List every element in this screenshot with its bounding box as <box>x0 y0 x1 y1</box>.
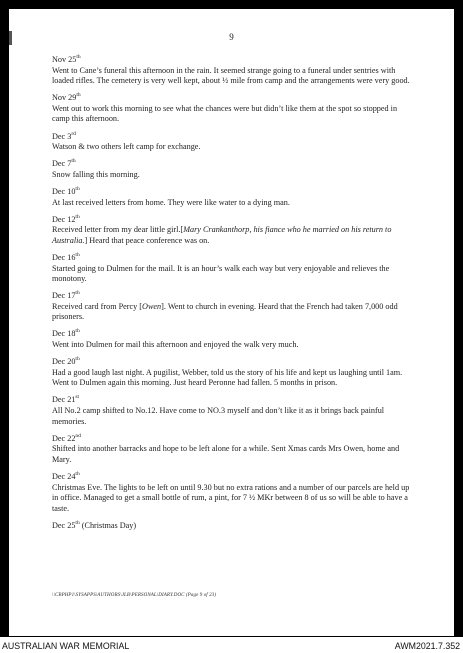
entry-date <box>52 291 414 302</box>
diary-entry <box>52 93 414 125</box>
entry-day: 7 <box>67 159 72 169</box>
entry-text-segment: All No.2 camp shifted to No.12. Have come to NO.3 myself and don’t like it as it brings back painful memories. <box>52 406 385 426</box>
entry-text-segment: ] Heard that peace conference was on. <box>84 235 210 245</box>
entry-day-suffix: th <box>76 92 81 99</box>
entry-date-note: (Christmas Day) <box>79 520 137 530</box>
entry-text <box>52 104 414 125</box>
entry-month: Dec <box>52 433 66 443</box>
diary-entry <box>52 132 414 153</box>
entry-text-segment: Shifted into another barracks and hope to be left alone for a while. Sent Xmas cards Mrs Owen, home and Mary. <box>52 444 400 464</box>
entry-day: 10 <box>67 186 76 196</box>
diary-entry <box>52 357 414 389</box>
entry-day-suffix: th <box>76 54 81 60</box>
entry-text-segment: Started going to Dulmen for the mail. It is an hour’s walk each way but very enjoyable and relieves the monotony. <box>52 263 390 284</box>
diary-page <box>9 9 454 636</box>
entry-day-suffix: th <box>75 185 80 192</box>
entry-day-suffix: th <box>75 290 80 297</box>
entry-text-segment: Received letter from my dear little girl.[ <box>52 225 184 235</box>
document-file-path: \\CBPHP1\SYSAPPS\AUTHORS\JLB\PERSONAL\DIARY.DOC (Page 9 of 23) <box>52 593 217 598</box>
entry-text-segment: ]. Went to church in evening. Heard that the French had taken 7,000 odd prisoners. <box>52 301 398 322</box>
entry-day-suffix: th <box>75 251 80 258</box>
diary-entry <box>52 253 414 285</box>
diary-entry <box>52 55 414 87</box>
entry-day: 29 <box>68 93 77 103</box>
entry-month: Dec <box>52 395 66 405</box>
entry-day: 12 <box>67 214 76 224</box>
diary-entry <box>52 395 414 427</box>
entry-month: Nov <box>52 55 67 64</box>
entry-text <box>52 483 414 515</box>
entry-text <box>52 406 414 427</box>
entry-text-segment: Snow falling this morning. <box>52 169 140 179</box>
entry-date <box>52 357 414 368</box>
entry-month: Dec <box>52 357 66 367</box>
entry-month: Nov <box>52 93 67 103</box>
archive-caption-bar <box>0 637 463 653</box>
entry-day-suffix: rd <box>71 130 76 137</box>
entry-day: 16 <box>67 252 76 262</box>
entry-text <box>52 66 414 87</box>
entry-text-segment: Received card from Percy [ <box>52 301 143 311</box>
editorial-note: Owen <box>142 301 162 311</box>
entry-date <box>52 434 414 445</box>
entry-month: Dec <box>52 291 66 301</box>
editorial-note: Mary Crankanthorp, his fiance who he married on his return to Australia. <box>52 225 392 245</box>
entry-day-suffix: th <box>75 356 80 363</box>
entry-date <box>52 395 414 406</box>
entry-day-suffix: th <box>75 519 80 526</box>
diary-entry <box>52 291 414 323</box>
entry-text <box>52 225 414 246</box>
entry-text <box>52 302 414 323</box>
entry-text <box>52 142 414 153</box>
entry-text-segment: At last received letters from home. They were like water to a dying man. <box>52 197 290 207</box>
diary-entries <box>52 55 414 538</box>
page-number: 9 <box>229 32 234 42</box>
entry-text-segment: Went out to work this morning to see what the chances were but didn’t like them at the spot so stopped in camp this afternoon. <box>52 103 398 124</box>
entry-text-segment: Went to Cane’s funeral this afternoon in the rain. It seemed strange going to a funeral under sentries with loaded rifles. The cemetery is very well kept, about ½ mile from camp and the arrangements were very good. <box>52 65 410 86</box>
entry-date <box>52 159 414 170</box>
entry-text <box>52 170 414 181</box>
entry-date <box>52 215 414 226</box>
entry-day-suffix: th <box>75 213 80 220</box>
entry-month: Dec <box>52 520 66 530</box>
entry-text-segment: Had a good laugh last night. A pugilist, Webber, told us the story of his life and kept us laughing until 1am. Went to Dulmen again this morning. Just heard Peronne had fallen. 5 months in prison. <box>52 367 403 388</box>
entry-date <box>52 132 414 143</box>
entry-month: Dec <box>52 159 66 169</box>
entry-month: Dec <box>52 186 66 196</box>
entry-text <box>52 264 414 285</box>
archive-institution: AUSTRALIAN WAR MEMORIAL <box>2 641 130 651</box>
entry-day: 18 <box>67 329 76 339</box>
entry-month: Dec <box>52 252 66 262</box>
entry-text <box>52 368 414 389</box>
entry-date <box>52 55 414 66</box>
entry-text <box>52 198 414 209</box>
diary-entry <box>52 159 414 180</box>
entry-text-segment: Watson & two others left camp for exchange. <box>52 142 201 152</box>
entry-month: Dec <box>52 329 66 339</box>
diary-entry <box>52 215 414 247</box>
entry-day: 20 <box>67 357 76 367</box>
entry-month: Dec <box>52 214 66 224</box>
entry-day-suffix: nd <box>75 432 81 439</box>
diary-entry <box>52 521 414 532</box>
entry-month: Dec <box>52 131 66 141</box>
diary-entry <box>52 472 414 514</box>
entry-date <box>52 93 414 104</box>
entry-day: 22 <box>67 433 76 443</box>
entry-day-suffix: th <box>75 328 80 335</box>
diary-entry <box>52 329 414 350</box>
entry-date <box>52 187 414 198</box>
entry-day: 25 <box>67 520 76 530</box>
entry-date <box>52 253 414 264</box>
entry-date <box>52 521 414 532</box>
archive-accession-number: AWM2021.7.352 <box>394 641 460 651</box>
entry-day: 3 <box>67 131 72 141</box>
entry-day-suffix: th <box>75 471 80 477</box>
diary-entry <box>52 187 414 208</box>
entry-day: 17 <box>67 291 76 301</box>
entry-text-segment: Christmas Eve. The lights to be left on until 9.30 but no extra rations and a number of our parcels are held up in office. Managed to get a small bottle of rum, a pint, for 7 ½ MKr between 8 of us so will be able to have a taste. <box>52 482 410 513</box>
entry-day: 24 <box>67 472 76 481</box>
entry-date <box>52 329 414 340</box>
diary-entry <box>52 434 414 466</box>
entry-day: 25 <box>68 55 77 64</box>
entry-month: Dec <box>52 472 66 481</box>
entry-day-suffix: st <box>75 394 80 401</box>
entry-date <box>52 472 414 483</box>
entry-text <box>52 340 414 351</box>
entry-day: 21 <box>67 395 76 405</box>
entry-text-segment: Went into Dulmen for mail this afternoon and enjoyed the walk very much. <box>52 340 299 350</box>
entry-day-suffix: th <box>71 158 76 165</box>
entry-text <box>52 444 414 465</box>
